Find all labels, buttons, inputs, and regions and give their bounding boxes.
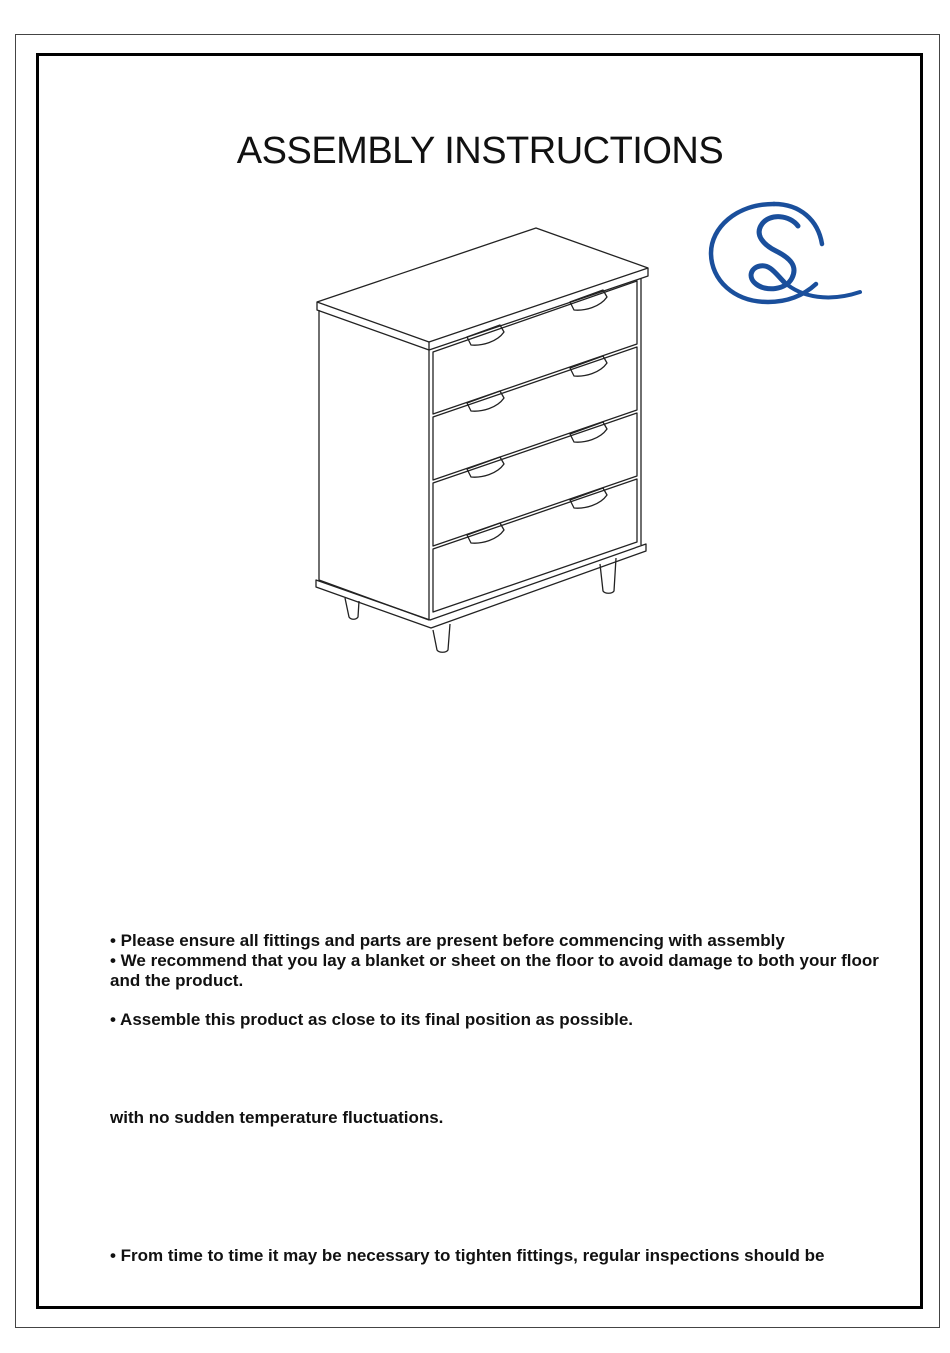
chest-of-drawers-illustration xyxy=(310,222,655,658)
brand-logo xyxy=(706,198,864,306)
instruction-lay-blanket: • We recommend that you lay a blanket or sheet on the floor to avoid damage to both your floor and the product. xyxy=(110,951,879,990)
instruction-tighten-fittings: • From time to time it may be necessary to tighten fittings, regular inspections should be xyxy=(110,1246,825,1265)
instruction-temperature: with no sudden temperature fluctuations. xyxy=(110,1108,444,1127)
page-title: ASSEMBLY INSTRUCTIONS xyxy=(236,130,724,172)
instruction-check-parts: • Please ensure all fittings and parts are present before commencing with assembly xyxy=(110,931,785,950)
instruction-assemble-position: • Assemble this product as close to its final position as possible. xyxy=(110,1010,633,1029)
